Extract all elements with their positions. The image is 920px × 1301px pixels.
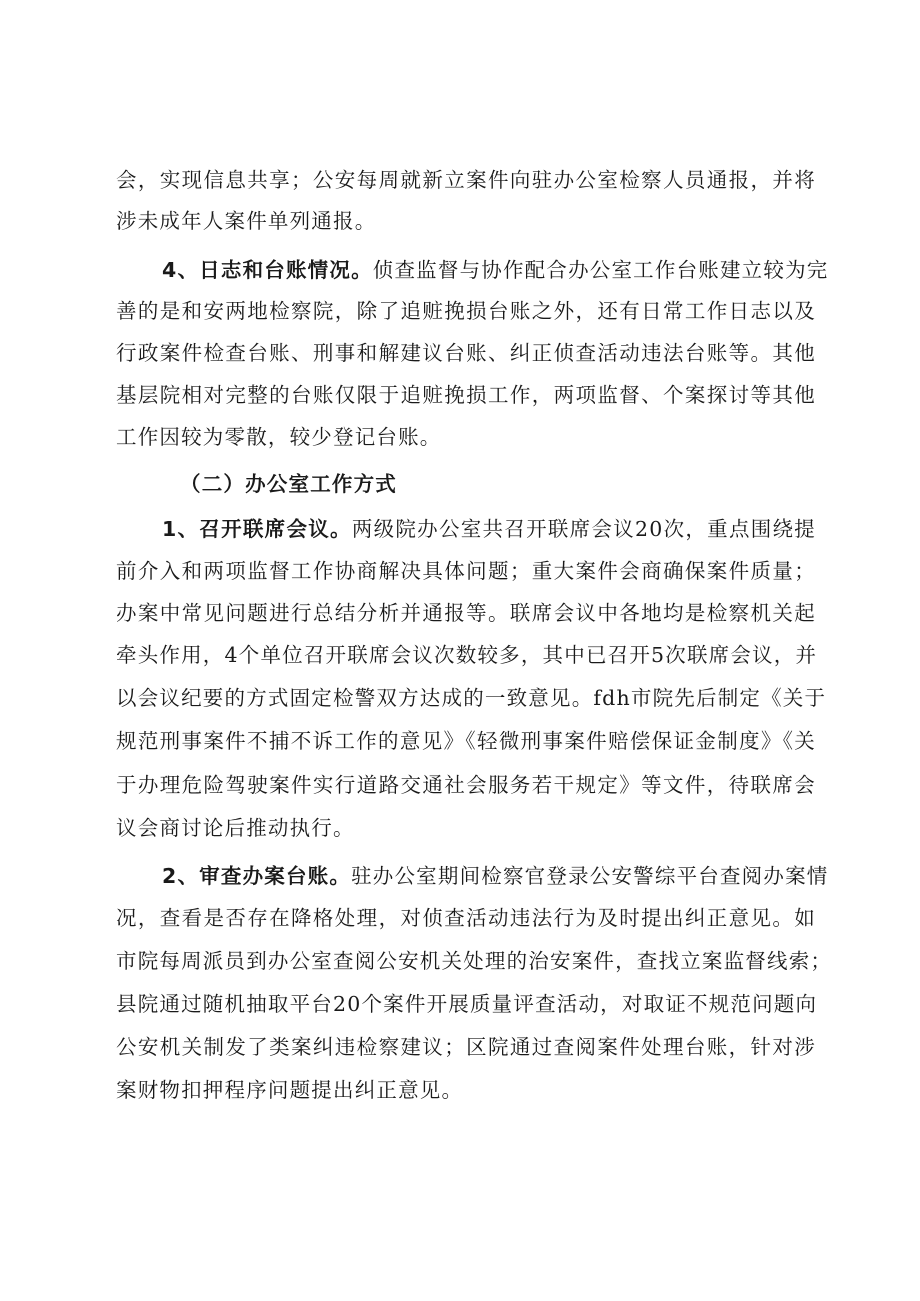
paragraph-line: 牵头作用，4个单位召开联席会议次数较多，其中已召开5次联席会议，并 bbox=[116, 643, 818, 667]
paragraph-text: 侦查监督与协作配合办公室工作台账建立较为完 bbox=[372, 258, 829, 282]
paragraph-line: 议会商讨论后推动执行。 bbox=[116, 816, 355, 840]
paragraph-line: 县院通过随机抽取平台20个案件开展质量评查活动，对取证不规范问题向 bbox=[116, 992, 818, 1016]
paragraph-line: 况，查看是否存在降格处理，对侦查活动违法行为及时提出纠正意见。如 bbox=[116, 906, 816, 930]
paragraph-heading: 1、召开联席会议。 bbox=[162, 517, 352, 541]
paragraph-text: 驻办公室期间检察官登录公安警综平台查阅办案情 bbox=[351, 864, 829, 888]
paragraph-first-line bbox=[162, 515, 816, 543]
paragraph-line: 会，实现信息共享；公安每周就新立案件向驻办公室检察人员通报，并将 bbox=[116, 168, 816, 192]
paragraph-line: 以会议纪要的方式固定检警双方达成的一致意见。fdh市院先后制定《关于 bbox=[116, 686, 827, 710]
paragraph-heading: 4、日志和台账情况。 bbox=[162, 258, 373, 282]
paragraph-line: 公安机关制发了类案纠违检察建议；区院通过查阅案件处理台账，针对涉 bbox=[116, 1035, 816, 1059]
paragraph-line: 于办理危险驾驶案件实行道路交通社会服务若干规定》等文件，待联席会 bbox=[116, 773, 816, 797]
paragraph-line: 工作因较为零散，较少登记台账。 bbox=[116, 425, 442, 449]
paragraph-first-line bbox=[162, 256, 829, 284]
paragraph-line: 规范刑事案件不捕不诉工作的意见》《轻微刑事案件赔偿保证金制度》《关 bbox=[116, 729, 816, 753]
section-title: （二）办公室工作方式 bbox=[180, 472, 397, 496]
paragraph-line: 前介入和两项监督工作协商解决具体问题；重大案件会商确保案件质量； bbox=[116, 559, 816, 583]
paragraph-first-line bbox=[162, 862, 829, 890]
paragraph-line: 市院每周派员到办公室查阅公安机关处理的治安案件，查找立案监督线索； bbox=[116, 949, 833, 973]
paragraph-text: 两级院办公室共召开联席会议20次，重点围绕提 bbox=[351, 517, 816, 541]
paragraph-line: 行政案件检查台账、刑事和解建议台账、纠正侦查活动违法台账等。其他 bbox=[116, 341, 816, 365]
paragraph-line: 涉未成年人案件单列通报。 bbox=[116, 209, 377, 233]
paragraph-line: 基层院相对完整的台账仅限于追赃挽损工作，两项监督、个案探讨等其他 bbox=[116, 383, 816, 407]
paragraph-heading: 2、审查办案台账。 bbox=[162, 864, 352, 888]
paragraph-line: 善的是和安两地检察院，除了追赃挽损台账之外，还有日常工作日志以及 bbox=[116, 299, 816, 323]
paragraph-line: 案财物扣押程序问题提出纠正意见。 bbox=[116, 1078, 464, 1102]
paragraph-line: 办案中常见问题进行总结分析并通报等。联席会议中各地均是检察机关起 bbox=[116, 601, 816, 625]
